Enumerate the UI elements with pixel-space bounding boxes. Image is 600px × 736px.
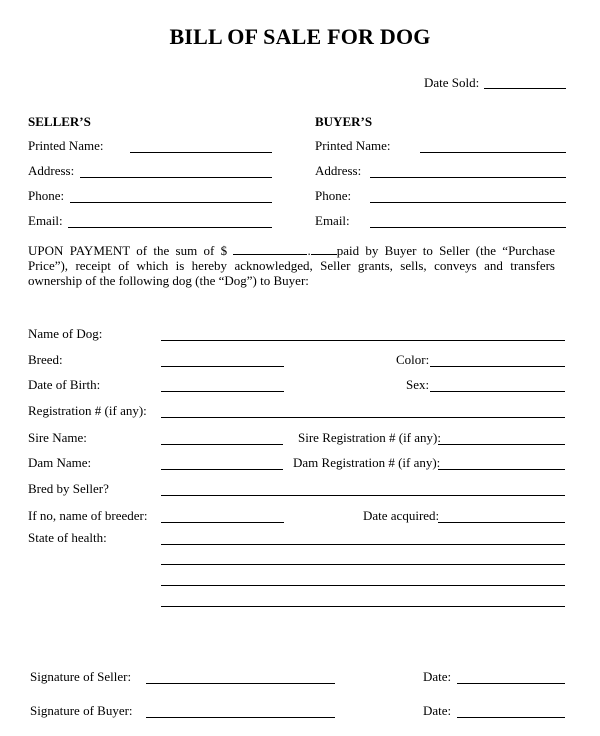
buyer-date-field[interactable] xyxy=(457,717,565,718)
bred-by-seller-field[interactable] xyxy=(161,495,565,496)
buyer-address-label: Address: xyxy=(315,163,362,178)
payment-text-part1: UPON PAYMENT of the sum of $ xyxy=(28,243,234,258)
dam-registration-field[interactable] xyxy=(438,469,565,470)
payment-text-part2: paid by Buyer to Seller (the “Purchase Price”), receipt of which is hereby acknowledged, Seller grants, sells, conveys and transfers ownership of the following dog (the “Dog”) to Buyer: xyxy=(28,243,555,288)
date-sold-field[interactable] xyxy=(484,88,566,89)
state-of-health-label: State of health: xyxy=(28,530,107,545)
dog-name-field[interactable] xyxy=(161,340,565,341)
seller-signature-label: Signature of Seller: xyxy=(30,669,132,684)
buyer-phone-label: Phone: xyxy=(315,188,352,203)
breeder-name-label: If no, name of breeder: xyxy=(28,508,148,523)
registration-field[interactable] xyxy=(161,417,565,418)
bred-by-seller-label: Bred by Seller? xyxy=(28,481,109,496)
purchase-price-cents-field[interactable] xyxy=(311,243,337,255)
breed-field[interactable] xyxy=(161,366,284,367)
buyer-phone-field[interactable] xyxy=(370,202,566,203)
buyer-signature-field[interactable] xyxy=(146,717,335,718)
sex-label: Sex: xyxy=(406,377,430,392)
buyer-address-field[interactable] xyxy=(370,177,566,178)
seller-printed-name-field[interactable] xyxy=(130,152,272,153)
seller-phone-label: Phone: xyxy=(28,188,65,203)
payment-paragraph: UPON PAYMENT of the sum of $ . paid by Buyer to Seller (the “Purchase Price”), receipt of which is hereby acknowledged, Seller grants, sells, conveys and transfers ownership of the following dog (the “Dog”) to Buyer: xyxy=(28,243,555,288)
registration-label: Registration # (if any): xyxy=(28,403,147,418)
seller-date-field[interactable] xyxy=(457,683,565,684)
date-of-birth-label: Date of Birth: xyxy=(28,377,101,392)
date-sold-label: Date Sold: xyxy=(424,75,480,90)
sire-name-field[interactable] xyxy=(161,444,283,445)
date-acquired-label: Date acquired: xyxy=(363,508,440,523)
color-field[interactable] xyxy=(430,366,565,367)
sire-registration-label: Sire Registration # (if any): xyxy=(298,430,441,445)
seller-date-label: Date: xyxy=(423,669,452,684)
seller-address-label: Address: xyxy=(28,163,75,178)
dam-registration-label: Dam Registration # (if any): xyxy=(293,455,441,470)
purchase-price-field[interactable] xyxy=(233,243,307,255)
sex-field[interactable] xyxy=(430,391,565,392)
sire-registration-field[interactable] xyxy=(438,444,565,445)
state-of-health-line-1[interactable] xyxy=(161,544,565,545)
buyer-printed-name-label: Printed Name: xyxy=(315,138,391,153)
breeder-name-field[interactable] xyxy=(161,522,284,523)
dam-name-label: Dam Name: xyxy=(28,455,92,470)
state-of-health-line-3[interactable] xyxy=(161,585,565,586)
buyer-signature-label: Signature of Buyer: xyxy=(30,703,133,718)
state-of-health-line-4[interactable] xyxy=(161,606,565,607)
buyer-date-label: Date: xyxy=(423,703,452,718)
seller-address-field[interactable] xyxy=(80,177,272,178)
seller-printed-name-label: Printed Name: xyxy=(28,138,104,153)
buyer-email-label: Email: xyxy=(315,213,350,228)
state-of-health-line-2[interactable] xyxy=(161,564,565,565)
breed-label: Breed: xyxy=(28,352,63,367)
sire-name-label: Sire Name: xyxy=(28,430,87,445)
buyer-email-field[interactable] xyxy=(370,227,566,228)
seller-phone-field[interactable] xyxy=(70,202,272,203)
document-title: BILL OF SALE FOR DOG xyxy=(169,24,431,49)
seller-signature-field[interactable] xyxy=(146,683,335,684)
buyer-heading: BUYER’S xyxy=(315,114,373,129)
date-of-birth-field[interactable] xyxy=(161,391,284,392)
dam-name-field[interactable] xyxy=(161,469,283,470)
seller-email-label: Email: xyxy=(28,213,63,228)
seller-email-field[interactable] xyxy=(68,227,272,228)
date-acquired-field[interactable] xyxy=(438,522,565,523)
color-label: Color: xyxy=(396,352,430,367)
dog-name-label: Name of Dog: xyxy=(28,326,103,341)
seller-heading: SELLER’S xyxy=(28,114,91,129)
buyer-printed-name-field[interactable] xyxy=(420,152,566,153)
